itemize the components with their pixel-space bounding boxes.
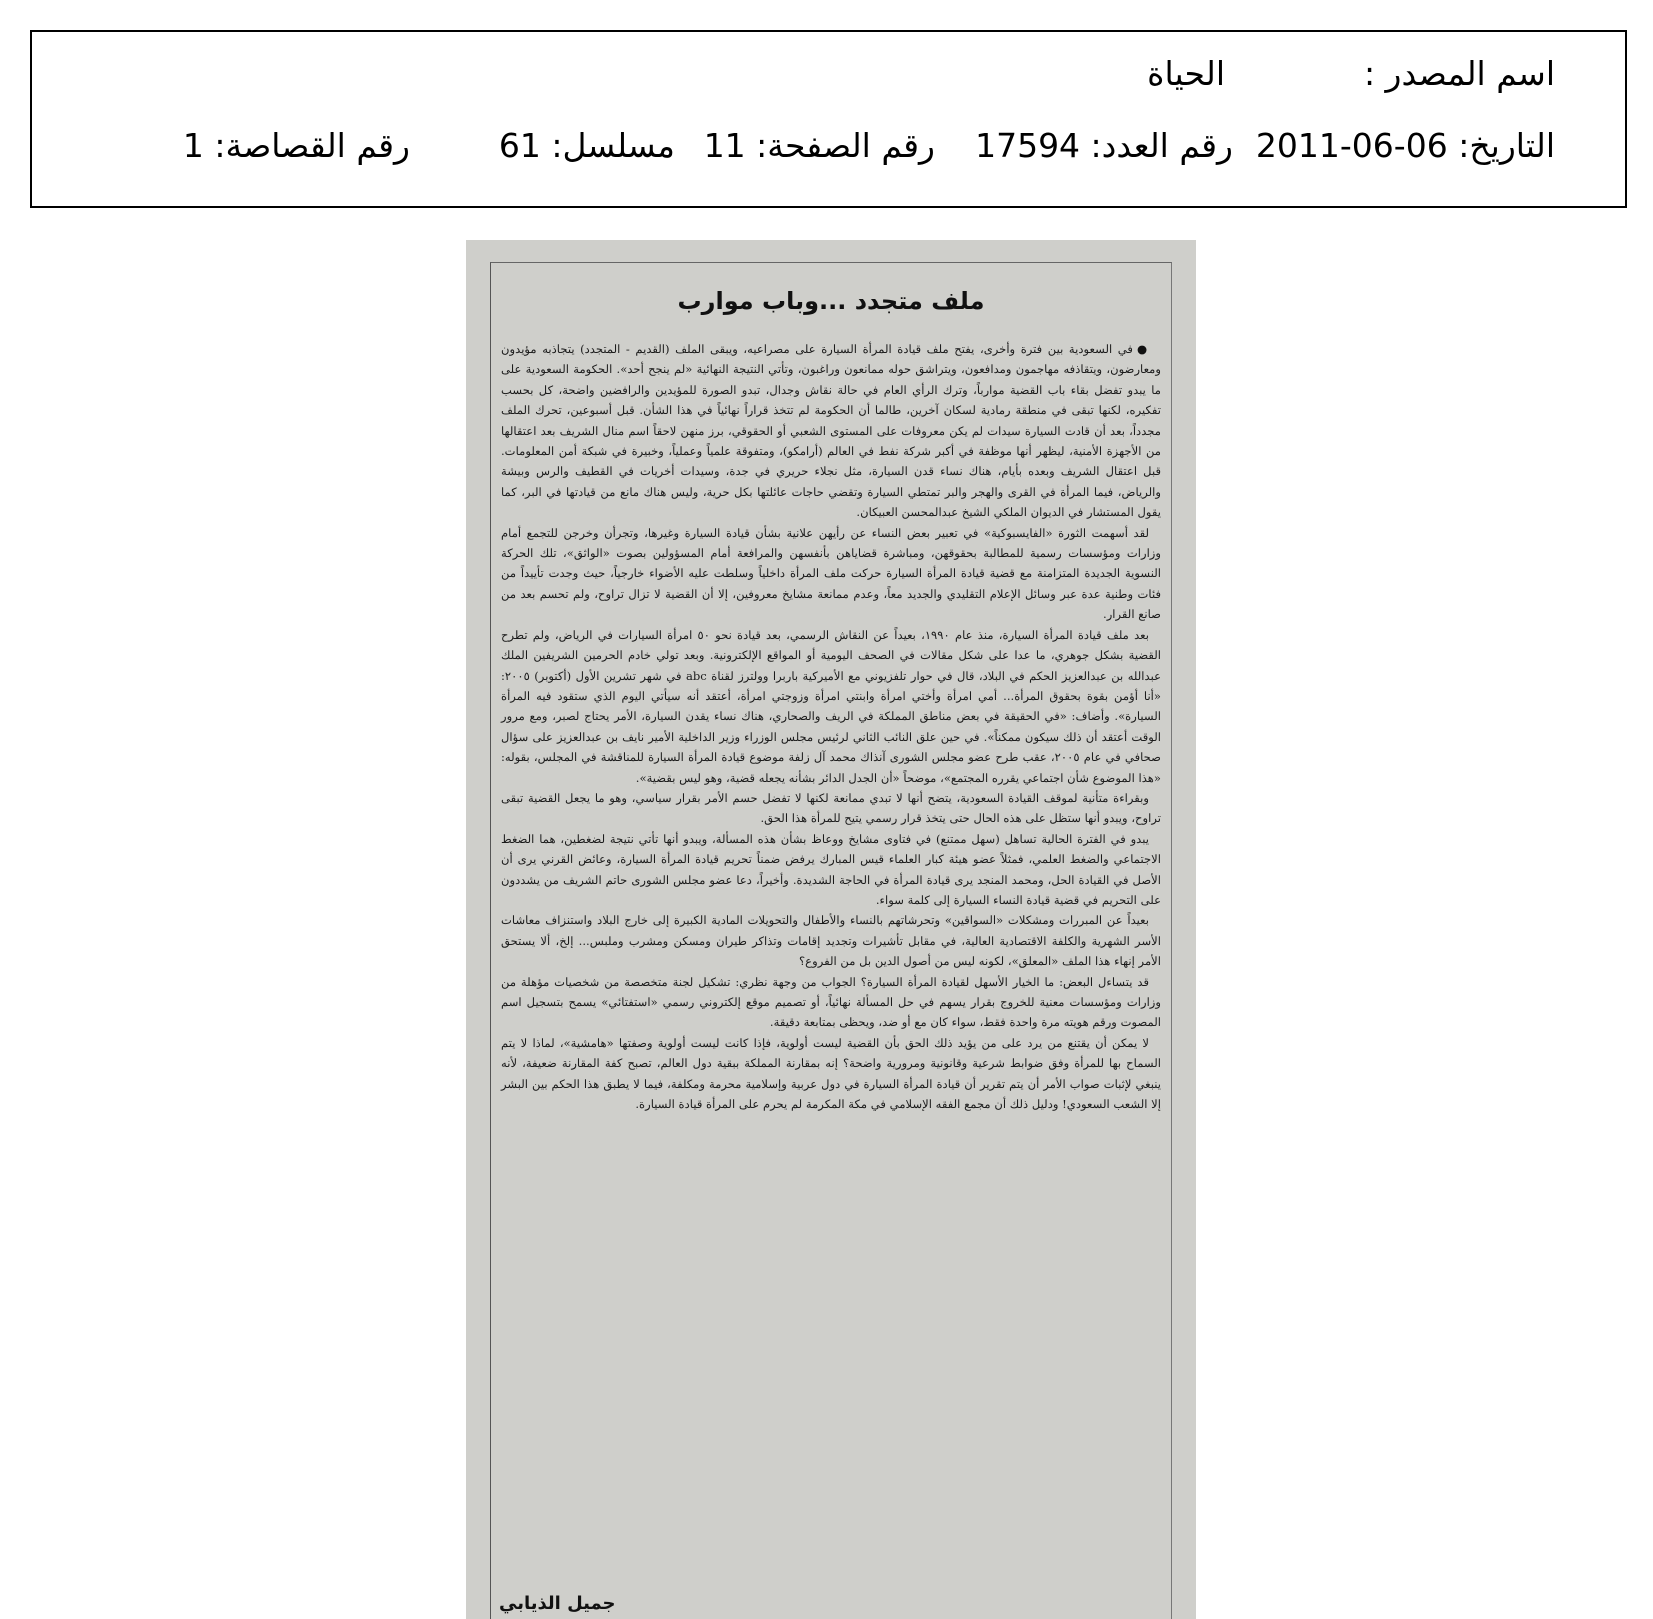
newspaper-clipping	[466, 240, 1196, 1619]
serial-field: مسلسل: 61	[498, 126, 675, 165]
article-paragraph: يبدو في الفترة الحالية تساهل (سهل ممتنع) في فتاوى مشايخ ووعاظ بشأن هذه المسألة، ويبدو أنها تأتي نتيجة لضغطين، هما الضغط الاجتماعي والضغط العلمي، فمثلاً عضو هيئة كبار العلماء قيس المبارك يرفض ضمناً تحريم قيادة المرأة السيارة، وعائض القرني يرى أن الأصل في القيادة الحل، ومحمد المنجد يرى قيادة المرأة في الحاجة الشديدة. وأخيراً، دعا عضو مجلس الشورى حاتم الشريف من يشددون على التحريم في قضية قيادة النساء السيارة إلى كلمة سواء.	[501, 831, 1161, 907]
column-frame	[490, 262, 1172, 1619]
clip-number-field: رقم القصاصة: 1	[182, 126, 410, 165]
article-paragraph: وبقراءة متأنية لموقف القيادة السعودية، يتضح أنها لا تبدي ممانعة لكنها لا تفضل حسم الأمر بقرار سياسي، وهو ما يجعل القضية تبقى تراوح، ويبدو أنها ستظل على هذه الحال حتى يتخذ قرار رسمي يتيح للمرأة هذا الحق.	[501, 790, 1161, 826]
source-info-box	[30, 30, 1627, 208]
article-headline: ملف متجدد ...وباب موارب	[677, 287, 985, 315]
bullet-icon: ●	[1136, 342, 1149, 356]
article-paragraph: ●في السعودية بين فترة وأخرى، يفتح ملف قيادة المرأة السيارة على مصراعيه، ويبقى الملف (القديم - المتجدد) يتجاذبه مؤيدون ومعارضون، ويتقاذفه مهاجمون ومدافعون، ويتراشق حوله ممانعون وراغبون، وتأتي النتيجة النهائية «لم ينجح أحد». الحكومة السعودية على ما يبدو تفضل بقاء باب القضية موارباً، وترك الرأي العام في حالة نقاش وجدال، تبدو الصورة للمؤيدين والرافضين واضحة، كل بحسب تفكيره، لكنها تبقى في منطقة رمادية لسكان آخرين، طالما أن الحكومة لم تتخذ قراراً نهائياً في هذا الشأن. قبل أسبوعين، تحرك الملف مجدداً، بعد أن قادت السيارة سيدات لم يكن معروفات على المستوى الشعبي أو الحقوقي، برز منهن لاحقاً اسم منال الشريف بعد اعتقالها من الأجهزة الأمنية، ليظهر أنها موظفة في أكبر شركة نفط في العالم (أرامكو)، ومتفوقة علمياً وعملياً، وخبيرة في شبكة أمن المعلومات. قبل اعتقال الشريف وبعده بأيام، هناك نساء قدن السيارة، مثل نجلاء حريري في جدة، وسيدات أخريات في القطيف والرس وبيشة والرياض، فيما المرأة في القرى والهجر والبر تمتطي السيارة وتقضي حاجات عائلتها بكل حرية، وليس هناك مانع من قيادتها في البر، كما يقول المستشار في الديوان الملكي الشيخ عبدالمحسن العبيكان.	[501, 342, 1162, 520]
author-name: جميل الذيابي	[499, 1593, 616, 1614]
article-body	[501, 339, 1161, 1114]
issue-number-field: رقم العدد: 17594	[975, 126, 1233, 165]
source-value: الحياة	[1147, 54, 1225, 93]
article-paragraph: لقد أسهمت الثورة «الفايسبوكية» في تعبير بعض النساء عن رأيهن علانية بشأن قيادة السيارة وغيرها، وتجرأن وخرجن للتجمع أمام وزارات ومؤسسات رسمية للمطالبة بحقوقهن، ومباشرة قضاياهن بأنفسهن والمرافعة أمام المسؤولين بصوت «الواثق»، تلك الحركة النسوية الجديدة المتزامنة مع قضية قيادة المرأة السيارة حركت ملف المرأة داخلياً وسلطت عليه الأضواء خارجياً، حيث وجدت تأييداً من فئات وطنية عدة عبر وسائل الإعلام التقليدي والجديد معاً، وعدم ممانعة مشايخ معروفين، إلا أن القضية لا تزال تراوح، ولم تحسم بعد من صانع القرار.	[501, 525, 1161, 622]
article-paragraph: بعد ملف قيادة المرأة السيارة، منذ عام ١٩٩٠، بعيداً عن النقاش الرسمي، بعد قيادة نحو ٥٠ امرأة السيارات في الرياض، ولم تطرح القضية بشكل جوهري، ما عدا على شكل مقالات في الصحف اليومية أو المواقع الإلكترونية. وبعد تولي خادم الحرمين الشريفين الملك عبدالله بن عبدالعزيز الحكم في البلاد، قال في حوار تلفزيوني مع الأميركية باربرا وولترز لقناة abc في شهر تشرين الأول (أكتوبر) ٢٠٠٥: «أنا أؤمن بقوة بحقوق المرأة... أمي امرأة وأختي امرأة وابنتي امرأة وزوجتي امرأة، أعتقد أنه سيأتي اليوم الذي ستقود فيه المرأة السيارة». وأضاف: «في الحقيقة في بعض مناطق المملكة في الريف والصحاري، هناك نساء يقدن السيارة، الأمر يحتاج لصبر، ومع مرور الوقت أعتقد أن ذلك سيكون ممكناً». في حين علق النائب الثاني لرئيس مجلس الوزراء وزير الداخلية الأمير نايف بن عبدالعزيز على سؤال صحافي في عام ٢٠٠٥، عقب طرح عضو مجلس الشورى آنذاك محمد آل زلفة موضوع قيادة المرأة السيارة للمناقشة في المجلس، بقوله: «هذا الموضوع شأن اجتماعي يقرره المجتمع»، موضحاً «أن الجدل الدائر بشأنه يجعله قضية، وهو ليس بقضية».	[501, 627, 1162, 785]
page-number-field: رقم الصفحة: 11	[703, 126, 935, 165]
article-paragraph: لا يمكن أن يقتنع من يرد على من يؤيد ذلك الحق بأن القضية ليست أولوية، فإذا كانت ليست أولوية وصفتها «هامشية»، لماذا لا يتم السماح بها للمرأة وفق ضوابط شرعية وقانونية ومرورية واضحة؟ إنه بمقارنة المملكة ببقية دول العالم، تصبح كفة المقارنة ضعيفة، لأنه ينبغي لإثبات صواب الأمر أن يتم تقرير أن قيادة المرأة السيارة في دول عربية وإسلامية محرمة ومكلفة، فيما لا يطبق هذا الحكم بين البشر إلا الشعب السعودي! ودليل ذلك أن مجمع الفقه الإسلامي في مكة المكرمة لم يحرم على المرأة قيادة السيارة.	[501, 1035, 1161, 1112]
article-paragraph: بعيداً عن المبررات ومشكلات «السواقين» وتحرشاتهم بالنساء والأطفال والتحويلات المادية الكبيرة إلى خارج البلاد واستنزاف معاشات الأسر الشهرية والكلفة الاقتصادية العالية، في مقابل تأشيرات وتجديد إقامات وتذاكر طيران ومسكن ومشرب وملبس... إلخ، ألا يستحق الأمر إنهاء هذا الملف «المعلق»، لكونه ليس من أصول الدين بل من الفروع؟	[501, 913, 1161, 969]
source-label: اسم المصدر :	[1363, 54, 1555, 93]
article-paragraph: قد يتساءل البعض: ما الخيار الأسهل لقيادة المرأة السيارة؟ الجواب من وجهة نظري: تشكيل لجنة متخصصة من شخصيات مؤهلة من وزارات ومؤسسات معنية للخروج بقرار يسهم في حل المسألة نهائياً، أو تصميم موقع إلكتروني رسمي «استفتائي» يسمح بتسجيل اسم المصوت ورقم هويته مرة واحدة فقط، سواء كان مع أو ضد، ويحظى بمتابعة دقيقة.	[501, 974, 1161, 1030]
date-field: التاريخ: 06-06-2011	[1255, 126, 1555, 165]
